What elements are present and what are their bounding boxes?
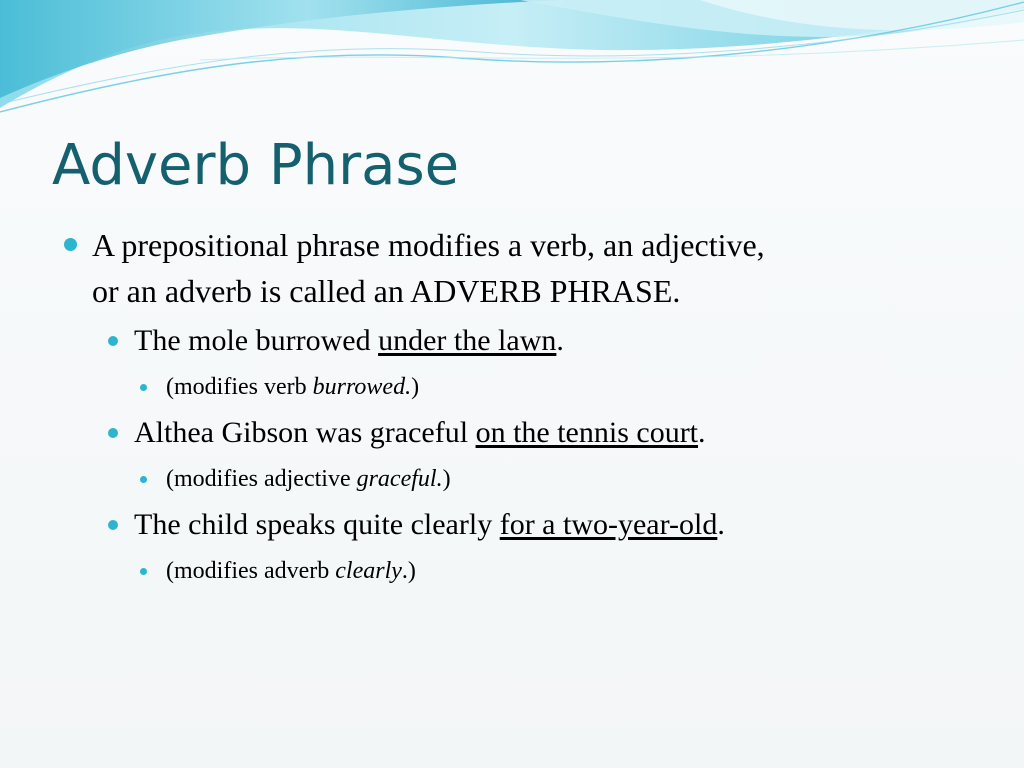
example-text: The child speaks quite clearly	[134, 508, 500, 541]
bullet-dot-icon	[108, 428, 118, 438]
note-close: )	[442, 466, 451, 492]
note-word: clearly	[335, 558, 402, 584]
example-punct: .	[717, 508, 725, 541]
definition-line-1: A prepositional phrase modifies a verb, an adjective,	[92, 227, 765, 263]
note-word: burrowed.	[312, 374, 412, 400]
bullet-dot-icon	[140, 384, 147, 391]
note-word: graceful.	[356, 466, 443, 492]
bullet-dot-icon	[64, 238, 77, 251]
bullet-dot-icon	[108, 520, 118, 530]
note-text: (modifies verb	[166, 374, 313, 400]
example-phrase: on the tennis court	[475, 416, 699, 449]
slide-title: Adverb Phrase	[52, 133, 460, 198]
example-note-3	[60, 548, 980, 594]
example-punct: .	[698, 416, 706, 449]
note-close: .)	[401, 558, 416, 584]
example-text: The mole burrowed	[134, 324, 379, 357]
slide-body	[60, 222, 980, 594]
example-punct: .	[556, 324, 564, 357]
note-close: )	[411, 374, 420, 400]
definition-bullet	[60, 222, 980, 314]
example-note-2	[60, 456, 980, 502]
definition-line-2: or an adverb is called an ADVERB PHRASE.	[92, 273, 681, 309]
example-text: Althea Gibson was graceful	[134, 416, 476, 449]
example-bullet-2	[60, 410, 980, 456]
wave-header-decoration	[0, 0, 1024, 120]
bullet-dot-icon	[108, 336, 118, 346]
example-note-1	[60, 364, 980, 410]
note-text: (modifies adverb	[166, 558, 336, 584]
bullet-dot-icon	[140, 568, 147, 575]
example-bullet-1	[60, 318, 980, 364]
example-bullet-3	[60, 502, 980, 548]
example-phrase: under the lawn	[378, 324, 557, 357]
note-text: (modifies adjective	[166, 466, 357, 492]
bullet-dot-icon	[140, 476, 147, 483]
example-phrase: for a two-year-old	[499, 508, 718, 541]
